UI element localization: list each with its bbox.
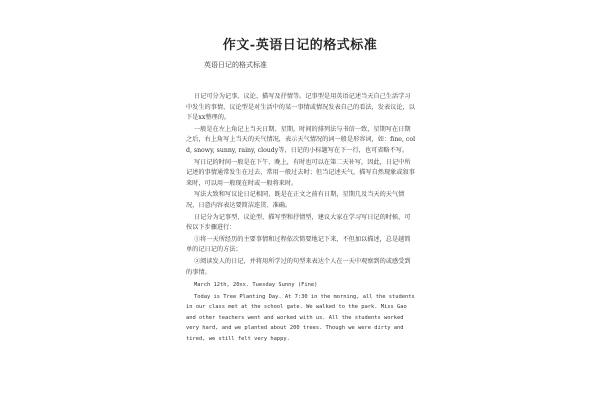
sample-diary-text: Today is Tree Planting Day. At 7:30 in the morning, all the students in our class met at the school gate. We walked to the park. Miss Gao and other teachers went and worked with us. All the students worked very hard, and we planted about 200 trees. Though we were dirty and tired, we still felt very happy.: [186, 293, 415, 343]
paragraph: 写法大致和写议论日记相同，既是在正文之前有日期，星期几及当天的天气情况，日意内容表达要简洁连贯、准确。: [186, 191, 405, 209]
paragraph: 日记可分为记事、议论、描写及抒情等。记事型是用英语记述当天自己生活学习中发生的事情，议论型是对生活中的某一事情或情况发表自己的看法，发表议论，以下是xx整理的。: [186, 93, 415, 122]
sample-diary-date: March 12th, 20xx. Tuesday Sunny (Fine): [194, 282, 318, 289]
paragraph: 日记分为记事型、议论型、描写型和抒情型，建议大家在学习写日记的时候，可按以下步骤进行：: [186, 213, 411, 232]
paragraph: ①将一天所经历的主要事情和过程依次简要地记下来，不但加以描述，总是越简单的记日记的方法；: [186, 235, 411, 254]
document-body: [186, 92, 416, 346]
paragraph: 写日记的时间一般是在下午、晚上，有时也可以在第二天补写，因此，日记中所记述的事情通常发生在过去，常用一般过去时；但当记述天气，描写自然现象或叙事来时，可以用一般现在时或一般将来时。: [186, 158, 415, 187]
paragraph: 一般是在左上角记上当天日期、星期，时间的排列法与书信一致，星期写在日期之后，右上角写上当天的天气情况，表示天气情况的词一般是形容词，如：fine, cold, snowy, sunny, rainy, cloudy等，日记的小标题写在下一行，也可省略不写。: [186, 125, 416, 154]
document-title: 作文-英语日记的格式标准: [222, 38, 378, 53]
paragraph: ②阅读发人的日记，并将用所学过的句型来表达个人在一天中观察到的或感受到的事情。: [186, 257, 411, 276]
document-subtitle: 英语日记的格式标准: [204, 61, 267, 69]
